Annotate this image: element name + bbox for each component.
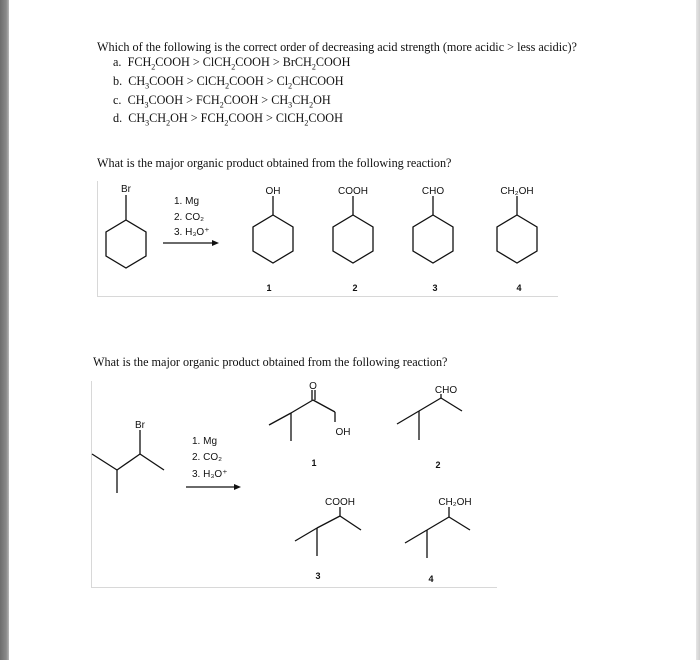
- q1-option-b[interactable]: b. $CH_3COOH$ > ClCH$_2$COOH > $Cl_2CHCOOH$: [113, 74, 344, 91]
- q2-product-2-group: COOH: [338, 186, 368, 197]
- q3-product-1-carbonyl: O: [309, 381, 317, 392]
- q3-reagent-3: 3. H₃O⁺: [192, 469, 228, 480]
- q2-product-4-group: CH₂OH: [500, 186, 534, 197]
- q2-product-3-group: CHO: [421, 186, 445, 197]
- q3-reactant-label: Br: [135, 420, 145, 431]
- q3-product-1-skeleton: [269, 390, 335, 441]
- q3-product-4-group: CH₂OH: [438, 497, 472, 508]
- q2-reagent-3: 3. H₃O⁺: [174, 227, 210, 238]
- q3-product-2-skeleton: [397, 394, 462, 440]
- q2-reactant-label: Br: [121, 184, 131, 195]
- q3-product-3-number: 3: [315, 571, 321, 581]
- q3-prompt: What is the major organic product obtained from the following reaction?: [93, 355, 448, 369]
- q2-product-1-number: 1: [266, 283, 272, 293]
- q3-reagent-1: 1. Mg: [192, 436, 218, 447]
- q2-reagent-1: 1. Mg: [174, 196, 200, 207]
- q2-prompt: What is the major organic product obtained from the following reaction?: [97, 156, 452, 170]
- q3-reactant-skeleton: [92, 430, 164, 493]
- q3-product-3-skeleton: [295, 507, 361, 556]
- q2-product-3-number: 3: [432, 283, 438, 293]
- q1-prompt: Which of the following is the correct order of decreasing acid strength (more acidic > less acidic)?: [97, 40, 577, 54]
- q3-product-1-number: 1: [311, 458, 317, 468]
- q3-product-2-group: CHO: [434, 385, 458, 396]
- q2-reagent-2: 2. CO₂: [174, 212, 204, 223]
- q1-option-a[interactable]: a. $FCH_2COOH$ > ClCH$_2$COOH > BrCH$_2$COOH: [113, 55, 351, 72]
- q2-product-2-number: 2: [352, 283, 358, 293]
- q1-option-c[interactable]: c. $CH_3COOH$ > $FCH_2COOH > CH_3CH_2OH$: [113, 93, 331, 110]
- q3-product-3-group: COOH: [325, 497, 355, 508]
- q3-product-4-skeleton: [405, 507, 470, 558]
- q3-product-4-number: 4: [428, 574, 434, 584]
- q2-product-1-group: OH: [265, 186, 281, 197]
- q3-reagent-2: 2. CO₂: [192, 452, 222, 463]
- q3-product-1-hydroxyl: OH: [335, 427, 351, 438]
- q2-product-4-number: 4: [516, 283, 522, 293]
- q1-option-d[interactable]: d. $CH_3CH_2OH$ > $FCH_2COOH$ > ClCH$_2$COOH: [113, 111, 343, 128]
- q3-product-2-number: 2: [435, 460, 441, 470]
